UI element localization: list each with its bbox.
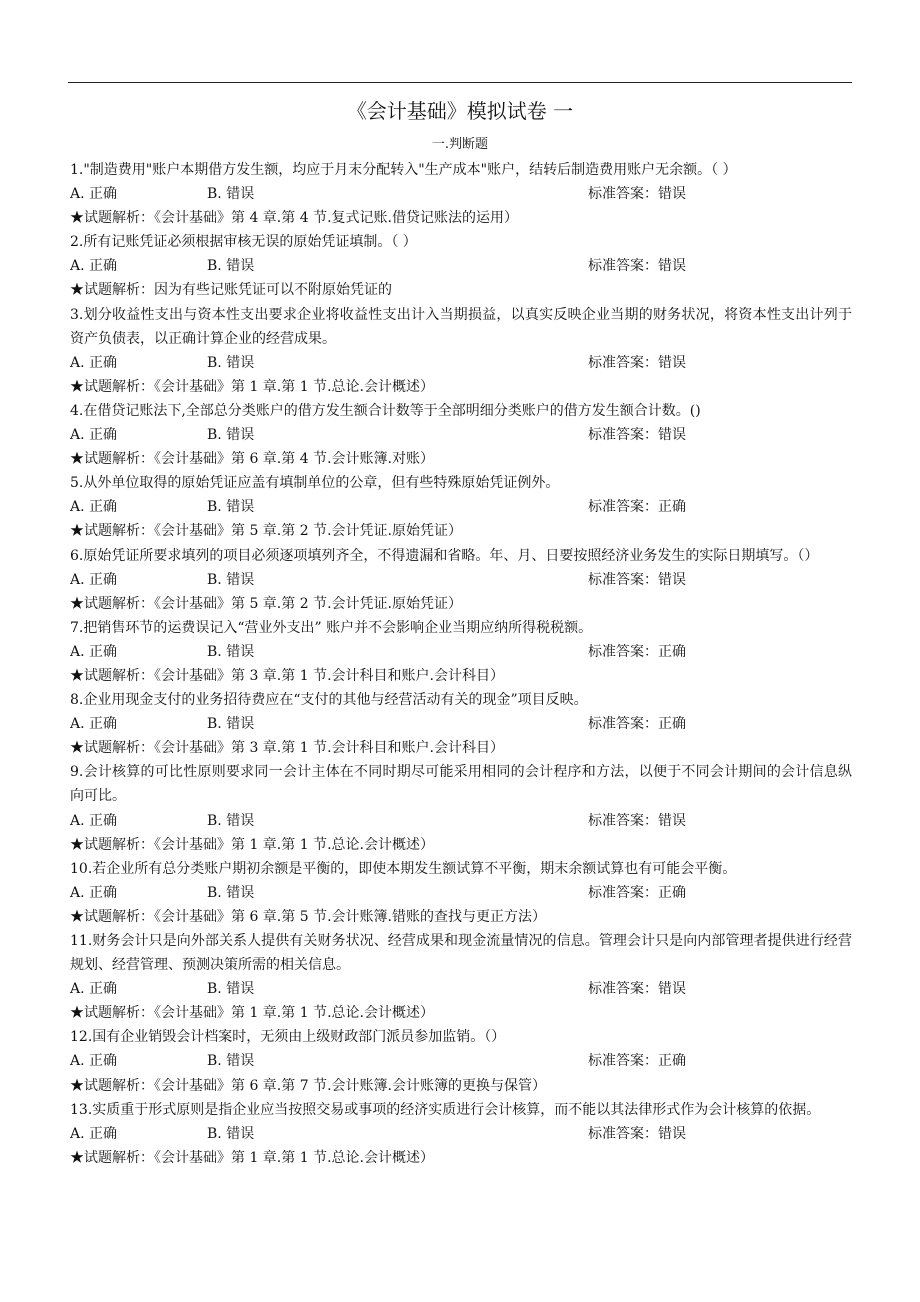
question-text: 7.把销售环节的运费误记入“营业外支出” 账户并不会影响企业当期应纳所得税税额。 — [70, 619, 593, 636]
question-item — [70, 303, 852, 399]
analysis-line — [70, 375, 852, 399]
analysis-line — [70, 664, 852, 688]
standard-answer — [588, 254, 686, 278]
option-a: A. 正确 — [70, 812, 118, 829]
standard-answer — [588, 351, 686, 375]
analysis-text: 《会计基础》第 6 章.第 4 节.会计账簿.对账） — [154, 451, 434, 468]
analysis-label: ★试题解析： — [70, 836, 154, 853]
standard-answer — [588, 712, 686, 736]
analysis-label: ★试题解析： — [70, 740, 154, 757]
answer-label: 标准答案： — [588, 643, 658, 660]
option-b: B. 错误 — [207, 716, 255, 733]
option-b: B. 错误 — [207, 1053, 255, 1070]
analysis-line — [70, 736, 852, 760]
options-row — [70, 977, 852, 1001]
option-a: A. 正确 — [70, 1053, 118, 1070]
analysis-line — [70, 1074, 852, 1098]
answer-label: 标准答案： — [588, 571, 658, 588]
question-item — [70, 1098, 852, 1170]
option-a: A. 正确 — [70, 499, 118, 516]
option-b: B. 错误 — [207, 186, 255, 203]
option-a: A. 正确 — [70, 884, 118, 901]
options-row — [70, 640, 852, 664]
answer-value: 错误 — [658, 812, 686, 829]
analysis-label: ★试题解析： — [70, 1149, 154, 1166]
question-text: 2.所有记账凭证必须根据审核无误的原始凭证填制。（ ） — [70, 234, 417, 251]
analysis-label: ★试题解析： — [70, 451, 154, 468]
answer-value: 错误 — [658, 354, 686, 371]
analysis-label: ★试题解析： — [70, 378, 154, 395]
options-row — [70, 1122, 852, 1146]
standard-answer — [588, 568, 686, 592]
question-text: 3.划分收益性支出与资本性支出要求企业将收益性支出计入当期损益，以真实反映企业当期的财务状况，将资本性支出计列于资产负债表，以正确计算企业的经营成果。 — [70, 306, 852, 347]
standard-answer — [588, 423, 686, 447]
option-b: B. 错误 — [207, 643, 255, 660]
option-a: A. 正确 — [70, 716, 118, 733]
question-item — [70, 471, 852, 543]
standard-answer — [588, 640, 686, 664]
options-row — [70, 712, 852, 736]
question-text: 5.从外单位取得的原始凭证应盖有填制单位的公章，但有些特殊原始凭证例外。 — [70, 475, 560, 492]
option-a: A. 正确 — [70, 571, 118, 588]
analysis-label: ★试题解析： — [70, 908, 154, 925]
options-row — [70, 568, 852, 592]
answer-value: 正确 — [658, 716, 686, 733]
analysis-text: 《会计基础》第 1 章.第 1 节.总论.会计概述） — [154, 1005, 434, 1022]
answer-label: 标准答案： — [588, 1053, 658, 1070]
option-a: A. 正确 — [70, 427, 118, 444]
analysis-text: 《会计基础》第 6 章.第 5 节.会计账簿.错账的查找与更正方法） — [154, 908, 546, 925]
analysis-line — [70, 278, 852, 302]
question-list — [70, 158, 852, 1170]
answer-label: 标准答案： — [588, 1125, 658, 1142]
options-row — [70, 351, 852, 375]
analysis-text: 《会计基础》第 4 章.第 4 节.复式记账.借贷记账法的运用） — [154, 210, 518, 227]
analysis-line — [70, 1001, 852, 1025]
analysis-text: 《会计基础》第 3 章.第 1 节.会计科目和账户.会计科目） — [154, 740, 504, 757]
question-item — [70, 688, 852, 760]
option-a: A. 正确 — [70, 1125, 118, 1142]
question-text: 6.原始凭证所要求填列的项目必须逐项填列齐全，不得遗漏和省略。年、月、日要按照经济业务发生的实际日期填写。（） — [70, 547, 819, 564]
option-b: B. 错误 — [207, 354, 255, 371]
answer-label: 标准答案： — [588, 981, 658, 998]
answer-label: 标准答案： — [588, 499, 658, 516]
analysis-text: 《会计基础》第 1 章.第 1 节.总论.会计概述） — [154, 1149, 434, 1166]
analysis-text: 《会计基础》第 1 章.第 1 节.总论.会计概述） — [154, 378, 434, 395]
question-text: 4.在借贷记账法下,全部总分类账户的借方发生额合计数等于全部明细分类账户的借方发生额合计数。() — [70, 402, 701, 419]
answer-label: 标准答案： — [588, 186, 658, 203]
analysis-text: 《会计基础》第 5 章.第 2 节.会计凭证.原始凭证） — [154, 595, 462, 612]
option-a: A. 正确 — [70, 258, 118, 275]
analysis-text: 《会计基础》第 5 章.第 2 节.会计凭证.原始凭证） — [154, 523, 462, 540]
page-title: 《会计基础》模拟试卷 一 — [346, 99, 574, 123]
question-text: 11.财务会计只是向外部关系人提供有关财务状况、经营成果和现金流量情况的信息。管理会计只是向内部管理者提供进行经营规划、经营管理、预测决策所需的相关信息。 — [70, 933, 852, 974]
question-text: 9.会计核算的可比性原则要求同一会计主体在不同时期尽可能采用相同的会计程序和方法，以便于不同会计期间的会计信息纵向可比。 — [70, 764, 852, 805]
analysis-label: ★试题解析： — [70, 282, 154, 299]
analysis-line — [70, 519, 852, 543]
answer-label: 标准答案： — [588, 812, 658, 829]
question-item — [70, 158, 852, 230]
answer-value: 正确 — [658, 643, 686, 660]
options-row — [70, 1049, 852, 1073]
standard-answer — [588, 1049, 686, 1073]
question-text: 10.若企业所有总分类账户期初余额是平衡的，即使本期发生额试算不平衡，期末余额试算也有可能会平衡。 — [70, 860, 737, 877]
analysis-line — [70, 833, 852, 857]
analysis-line — [70, 447, 852, 471]
option-a: A. 正确 — [70, 186, 118, 203]
standard-answer — [588, 809, 686, 833]
standard-answer — [588, 977, 686, 1001]
standard-answer — [588, 881, 686, 905]
answer-value: 错误 — [658, 186, 686, 203]
standard-answer — [588, 1122, 686, 1146]
option-b: B. 错误 — [207, 258, 255, 275]
option-a: A. 正确 — [70, 981, 118, 998]
analysis-text: 《会计基础》第 1 章.第 1 节.总论.会计概述） — [154, 836, 434, 853]
question-text: 13.实质重于形式原则是指企业应当按照交易或事项的经济实质进行会计核算，而不能以其法律形式作为会计核算的依据。 — [70, 1101, 821, 1118]
standard-answer — [588, 182, 686, 206]
answer-label: 标准答案： — [588, 258, 658, 275]
analysis-label: ★试题解析： — [70, 523, 154, 540]
options-row — [70, 881, 852, 905]
answer-value: 错误 — [658, 981, 686, 998]
analysis-line — [70, 1146, 852, 1170]
analysis-label: ★试题解析： — [70, 667, 154, 684]
analysis-line — [70, 206, 852, 230]
option-b: B. 错误 — [207, 571, 255, 588]
option-b: B. 错误 — [207, 1125, 255, 1142]
options-row — [70, 182, 852, 206]
option-b: B. 错误 — [207, 812, 255, 829]
answer-value: 正确 — [658, 1053, 686, 1070]
answer-value: 错误 — [658, 571, 686, 588]
analysis-label: ★试题解析： — [70, 595, 154, 612]
analysis-line — [70, 905, 852, 929]
answer-label: 标准答案： — [588, 716, 658, 733]
analysis-text: 《会计基础》第 6 章.第 7 节.会计账簿.会计账簿的更换与保管） — [154, 1077, 546, 1094]
answer-label: 标准答案： — [588, 354, 658, 371]
header-rule — [68, 82, 852, 83]
analysis-label: ★试题解析： — [70, 1005, 154, 1022]
question-item — [70, 230, 852, 302]
analysis-label: ★试题解析： — [70, 1077, 154, 1094]
answer-value: 错误 — [658, 1125, 686, 1142]
answer-value: 错误 — [658, 258, 686, 275]
question-item — [70, 616, 852, 688]
question-item — [70, 544, 852, 616]
answer-value: 正确 — [658, 499, 686, 516]
question-text: 12.国有企业销毁会计档案时，无须由上级财政部门派员参加监销。（） — [70, 1029, 506, 1046]
analysis-text: 《会计基础》第 3 章.第 1 节.会计科目和账户.会计科目） — [154, 667, 504, 684]
analysis-text: 因为有些记账凭证可以不附原始凭证的 — [154, 282, 392, 299]
question-item — [70, 929, 852, 1025]
option-b: B. 错误 — [207, 884, 255, 901]
question-item — [70, 760, 852, 856]
standard-answer — [588, 495, 686, 519]
answer-label: 标准答案： — [588, 884, 658, 901]
option-a: A. 正确 — [70, 354, 118, 371]
option-b: B. 错误 — [207, 981, 255, 998]
answer-value: 正确 — [658, 884, 686, 901]
question-item — [70, 857, 852, 929]
question-text: 8.企业用现金支付的业务招待费应在“支付的其他与经营活动有关的现金”项目反映。 — [70, 692, 588, 709]
option-a: A. 正确 — [70, 643, 118, 660]
options-row — [70, 254, 852, 278]
options-row — [70, 423, 852, 447]
section-title: 一.判断题 — [431, 137, 489, 152]
analysis-line — [70, 592, 852, 616]
answer-value: 错误 — [658, 427, 686, 444]
question-item — [70, 399, 852, 471]
options-row — [70, 495, 852, 519]
question-item — [70, 1025, 852, 1097]
option-b: B. 错误 — [207, 427, 255, 444]
question-text: 1."制造费用"账户本期借方发生额，均应于月末分配转入"生产成本"账户，结转后制造费用账户无余额。（ ） — [70, 162, 737, 178]
answer-label: 标准答案： — [588, 427, 658, 444]
analysis-label: ★试题解析： — [70, 210, 154, 227]
options-row — [70, 809, 852, 833]
option-b: B. 错误 — [207, 499, 255, 516]
